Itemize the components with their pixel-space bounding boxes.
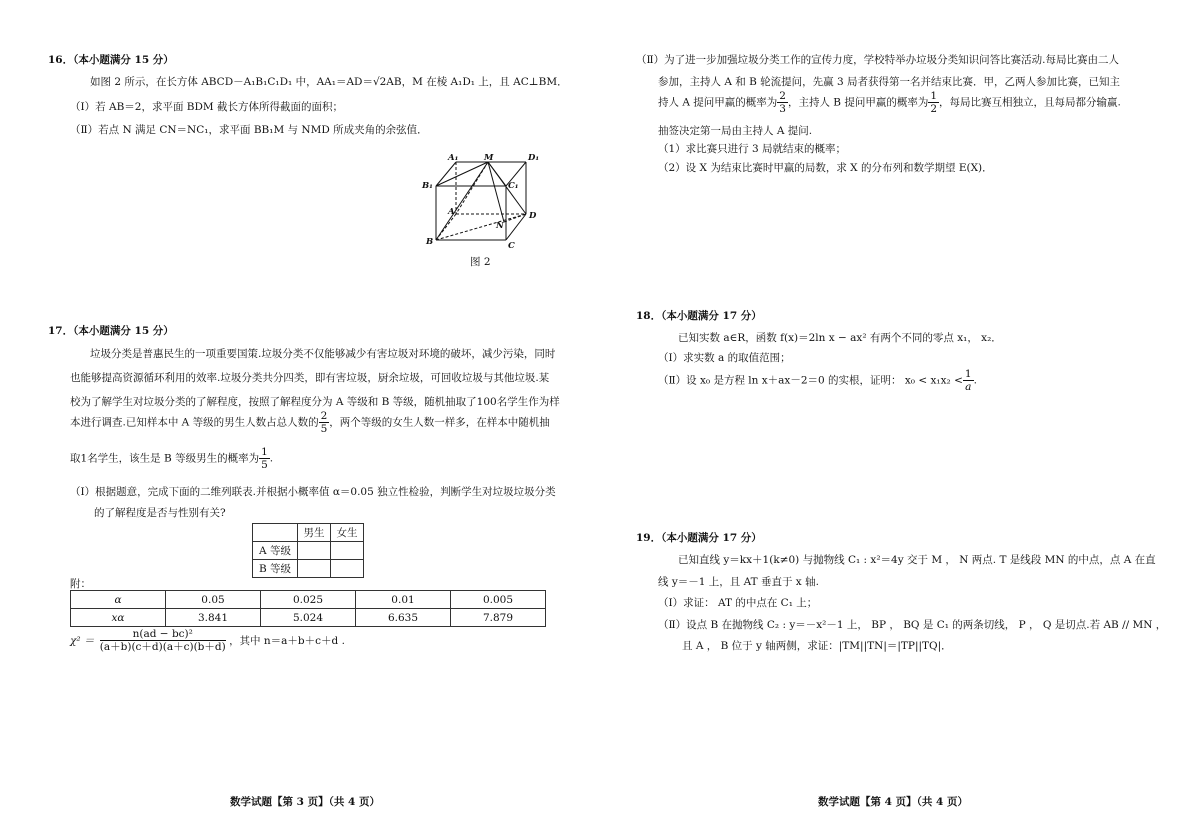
cell-b-female[interactable] — [331, 560, 364, 578]
q19-line1: 已知直线 y＝kx＋1(k≠0) 与抛物线 C₁ : x²＝4y 交于 M ， N 两点. T 是线段 MN 的中点，点 A 在直 — [678, 554, 1156, 566]
contingency-table: 男生 女生 A 等级 B 等级 — [252, 523, 364, 578]
q18-part1: （Ⅰ）求实数 a 的取值范围； — [658, 352, 791, 364]
q17-line2: 也能够提高资源循环利用的效率.垃圾分类共分四类，即有害垃圾，厨余垃圾，可回收垃圾与其他垃圾.某 — [70, 372, 550, 384]
q19-part1: （Ⅰ）求证： AT 的中点在 C₁ 上； — [658, 597, 818, 609]
q17-part2-line4: 抽签决定第一局由主持人 A 提问. — [658, 125, 813, 137]
cell-b-male[interactable] — [298, 560, 331, 578]
label-C1: C₁ — [508, 181, 519, 191]
q17-part1-line2: 的了解程度是否与性别有关? — [94, 507, 226, 519]
q17-part2-line1: （Ⅱ）为了进一步加强垃圾分类工作的宣传力度，学校特举办垃圾分类知识问答比赛活动.每局比赛由二人 — [636, 54, 1119, 66]
q16-part1: （Ⅰ）若 AB＝2，求平面 BDM 截长方体所得截面的面积； — [70, 101, 344, 113]
appendix-label: 附： — [70, 578, 91, 590]
q17-part1-line1: （Ⅰ）根据题意，完成下面的二维列联表.并根据小概率值 α＝0.05 独立性检验，判断学生对垃圾垃圾分类 — [70, 486, 556, 498]
q16-intro: 如图 2 所示，在长方体 ABCD－A₁B₁C₁D₁ 中，AA₁＝AD＝√2AB，M 在棱 A₁D₁ 上，且 AC⊥BM． — [90, 76, 568, 88]
label-A1: A₁ — [448, 153, 459, 163]
footer-page-3: 数学试题【第 3 页】（共 4 页） — [230, 796, 380, 808]
cuboid-figure — [418, 152, 558, 252]
q16-title: 16．（本小题满分 15 分） — [48, 54, 174, 66]
q17-line4: 本进行调查.已知样本中 A 等级的男生人数占总人数的 $\frac{2}{5}$ ，两个等级的女生人数一样多，在样本中随机抽 — [70, 410, 550, 435]
q17-part2-line2: 参加，主持人 A 和 B 轮流提问，先赢 3 局者获得第一名并结束比赛．甲，乙两人参加比赛，已知主 — [658, 76, 1121, 88]
label-A: A — [448, 207, 455, 217]
q17-line3: 校为了解学生对垃圾分类的了解程度，按照了解程度分为 A 等级和 B 等级，随机抽取了100名学生作为样 — [70, 396, 560, 408]
label-M: M — [484, 153, 494, 163]
figure-caption: 图 2 — [470, 256, 491, 268]
q18-line1: 已知实数 a∈R，函数 f(x)＝2ln x − ax² 有两个不同的零点 x₁， x₂． — [678, 332, 1002, 344]
footer-page-4: 数学试题【第 4 页】（共 4 页） — [818, 796, 968, 808]
label-D1: D₁ — [528, 153, 540, 163]
label-N: N — [496, 221, 504, 231]
q19-title: 19．（本小题满分 17 分） — [636, 532, 762, 544]
q18-title: 18．（本小题满分 17 分） — [636, 310, 762, 322]
q17-title: 17．（本小题满分 15 分） — [48, 325, 174, 337]
label-B: B — [426, 237, 434, 247]
cell-a-female[interactable] — [331, 542, 364, 560]
q17-line1: 垃圾分类是普惠民生的一项重要国策.垃圾分类不仅能够减少有害垃圾对环境的破坏，减少污染，同时 — [90, 348, 556, 360]
chi-square-table: α 0.05 0.025 0.01 0.005 xα 3.841 5.024 6.635 7.879 — [70, 590, 546, 627]
fraction-1-5: $\frac{1}{5}$ — [261, 446, 268, 471]
q19-part2-line2: 且 A ， B 位于 y 轴两侧，求证：|TM||TN|＝|TP||TQ|． — [682, 640, 952, 652]
q17-part2-sub1: （1）求比赛只进行 3 局就结束的概率； — [658, 143, 847, 155]
q17-line5: 取1名学生，该生是 B 等级男生的概率为 $\frac{1}{5}$ . — [70, 446, 274, 471]
q19-line2: 线 y＝－1 上，且 AT 垂直于 x 轴. — [658, 576, 819, 588]
chi-square-formula: χ² ＝ $\frac{\text{n(ad − bc)²}}{(a+b)(c+d)(a+c)(b+d)}$ ，其中 n＝a＋b＋c＋d . — [70, 628, 345, 653]
label-D: D — [529, 211, 537, 221]
label-C: C — [508, 241, 515, 251]
q17-part2-line3: 持人 A 提问甲赢的概率为 $\frac{2}{3}$ ，主持人 B 提问甲赢的概率为 $\frac{1}{2}$ ，每局比赛互相独立，且每局都分输赢. — [658, 90, 1121, 115]
q19-part2-line1: （Ⅱ）设点 B 在抛物线 C₂ : y＝－x²－1 上， BP ， BQ 是 C₁ 的两条切线， P ， Q 是切点.若 AB // MN ， — [658, 619, 1167, 631]
q18-part2: （Ⅱ）设 x₀ 是方程 ln x＋ax－2＝0 的实根，证明： x₀ < x₁x₂ < $\frac{1}{a}$ . — [658, 368, 977, 393]
q17-part2-sub2: （2）设 X 为结束比赛时甲赢的局数，求 X 的分布列和数学期望 E(X)． — [658, 162, 993, 174]
q16-part2: （Ⅱ）若点 N 满足 CN＝NC₁，求平面 BB₁M 与 NMD 所成夹角的余弦值． — [70, 124, 428, 136]
label-B1: B₁ — [422, 181, 433, 191]
cell-a-male[interactable] — [298, 542, 331, 560]
fraction-2-5: $\frac{2}{5}$ — [320, 410, 328, 435]
